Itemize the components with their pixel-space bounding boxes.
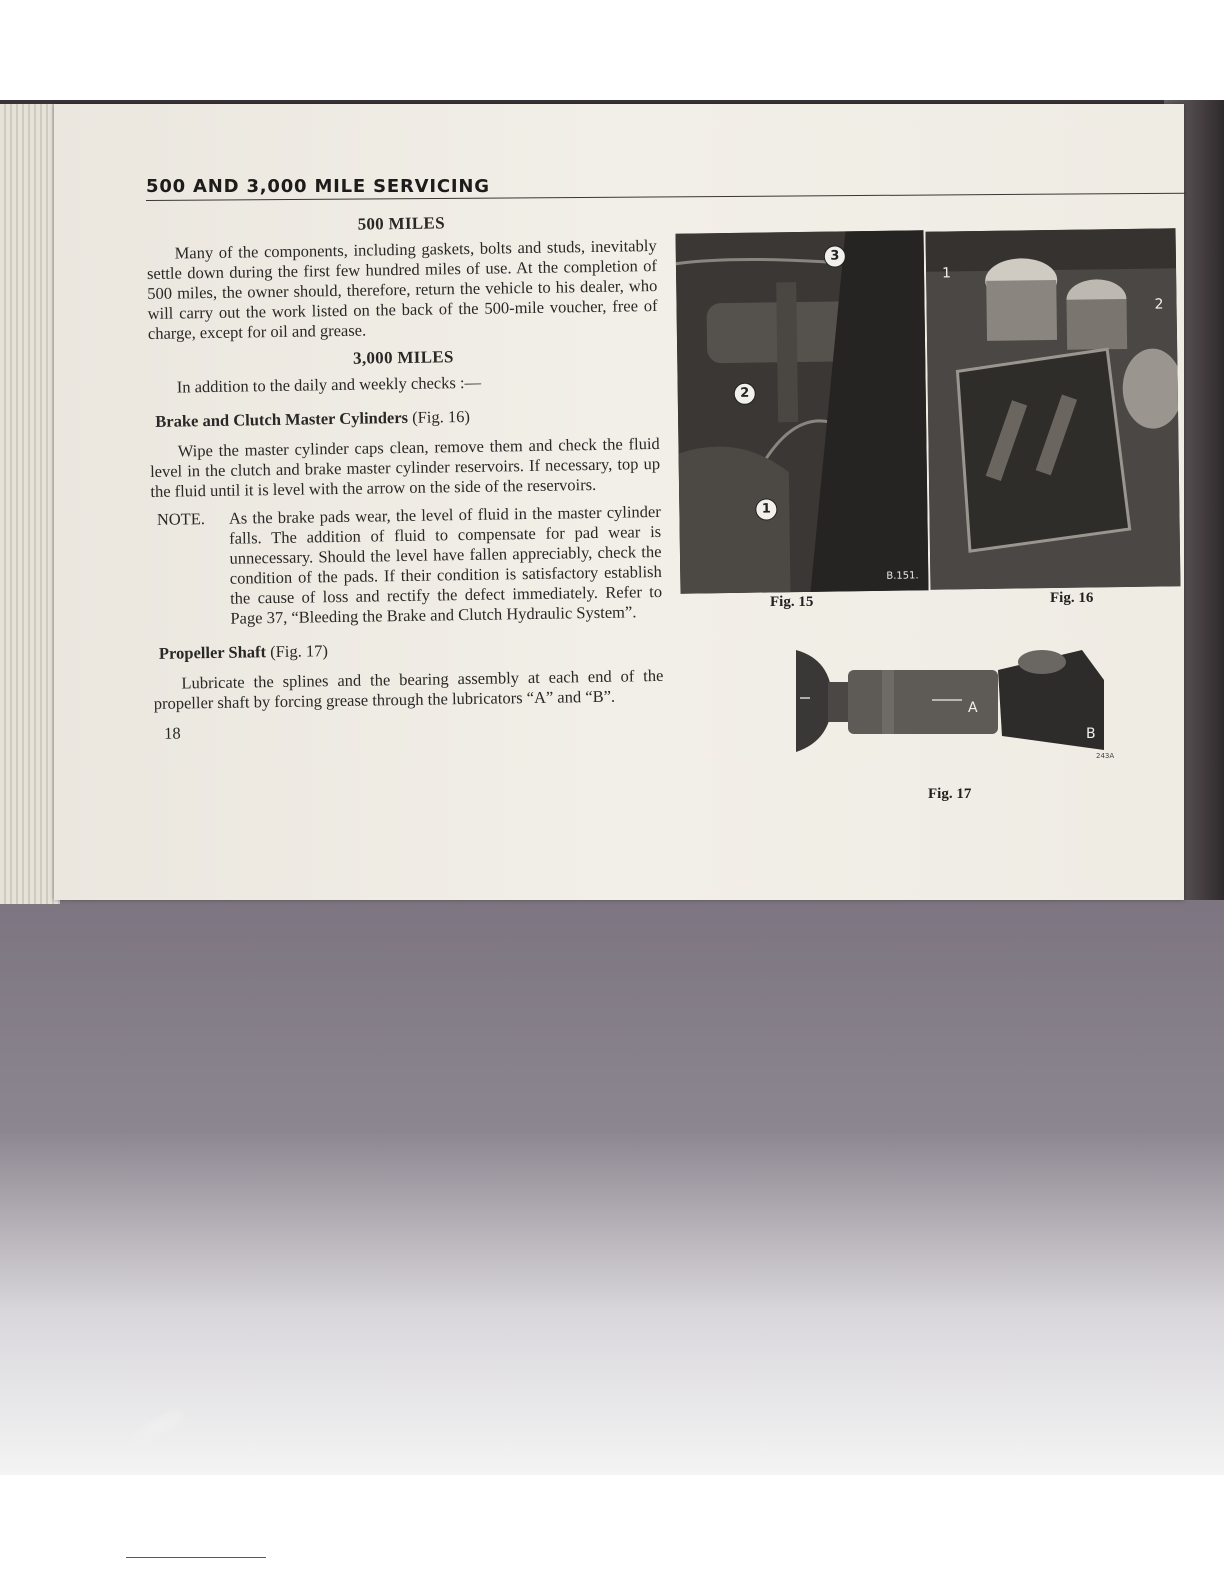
section-3000-intro: In addition to the daily and weekly checks :— — [176, 372, 482, 397]
fig17-label-a: A — [968, 700, 978, 716]
section-500-body: Many of the components, including gaskets, bolts and studs, inevitably settle down during the first few hundred miles of use. At the completion of 500 miles, the owner should, therefore, return the vehicle to his dealer, who will carry out the work listed on the back of the 500-mile voucher, free of charge, except for oil and grease. — [146, 235, 658, 343]
prop-heading-ref: (Fig. 17) — [270, 641, 329, 662]
brake-heading-ref: (Fig. 16) — [411, 406, 471, 427]
fig16-label-1: 1 — [941, 265, 952, 282]
bottom-underline-mark — [126, 1557, 266, 1558]
fig17-label-b: B — [1086, 726, 1096, 742]
propeller-shaft-illustration — [792, 640, 1115, 760]
figure-16-photo — [926, 228, 1181, 589]
prop-body: Lubricate the splines and the bearing assembly at each end of the propeller shaft by forcing grease through the lubricators “A” and “B”. — [153, 665, 664, 713]
fig17-code: 243A — [1096, 752, 1115, 760]
master-cylinders-illustration — [926, 228, 1181, 589]
fig17-caption: Fig. 17 — [928, 786, 972, 802]
note-text: As the brake pads wear, the level of fluid in the master cylinder falls. The addition of fluid to compensate for pad wear is unnecessary. Should the level have fallen appreciably, check the condition of the pads. If their condition is satisfactory establish the cause of loss and rectify the defect immediately. Refer to Page 37, “Bleeding the Brake and Clutch Hydraulic System”. — [228, 501, 663, 628]
section-title-3000: 3,000 MILES — [352, 347, 454, 368]
page-number: 18 — [164, 723, 181, 743]
fig15-callout-1: 1 — [755, 498, 777, 520]
fig16-label-2: 2 — [1154, 296, 1164, 313]
section-title-500: 500 MILES — [357, 213, 446, 234]
brake-body: Wipe the master cylinder caps clean, remove them and check the fluid level in the clutch and brake master cylinder reservoirs. If necessary, top up the fluid until it is level with the arrow on the side of the reservoirs. — [149, 433, 661, 501]
fig15-code: B.151. — [886, 570, 919, 582]
fig15-callout-2: 2 — [734, 383, 756, 405]
prop-heading — [159, 636, 663, 664]
text-column — [146, 202, 664, 744]
page-header: 500 AND 3,000 MILE SERVICING — [146, 176, 490, 197]
brake-note — [157, 502, 663, 630]
brake-heading-text: Brake and Clutch Master Cylinders — [155, 407, 409, 431]
fig15-callout-3: 3 — [824, 245, 846, 267]
page-stack-edges — [0, 104, 60, 904]
fig16-caption: Fig. 16 — [1050, 590, 1094, 606]
prop-heading-text: Propeller Shaft — [158, 642, 267, 663]
figure-15-photo — [675, 230, 928, 593]
engine-bay-illustration — [675, 230, 928, 593]
brake-heading — [155, 404, 659, 432]
fig15-caption: Fig. 15 — [770, 594, 814, 610]
figure-17-photo — [792, 640, 1115, 760]
note-label: NOTE. — [156, 509, 206, 529]
